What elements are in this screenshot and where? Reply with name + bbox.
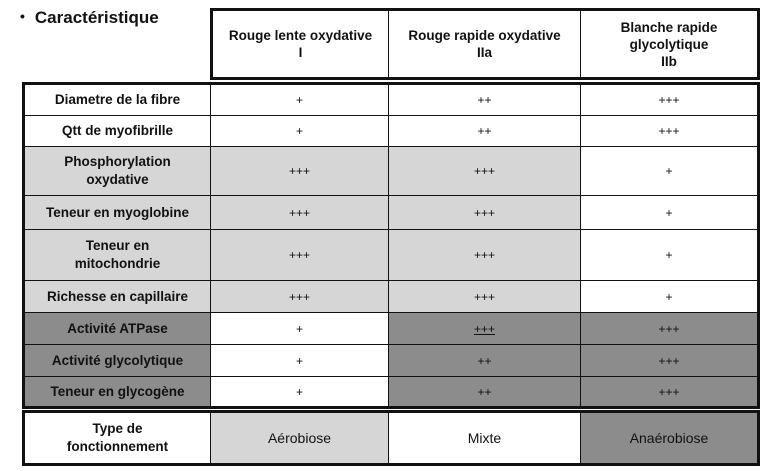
table-cell: +: [665, 164, 673, 178]
divider: [210, 82, 211, 409]
row-label: Teneur en mitochondrie: [25, 230, 210, 280]
table-cell: ++: [389, 345, 580, 376]
row-label: Teneur en myoglobine: [25, 196, 210, 229]
footer-cell: Aérobiose: [211, 413, 388, 463]
table-cell: ++: [477, 93, 492, 107]
divider: [25, 146, 757, 147]
table-cell: +++: [581, 345, 757, 376]
divider: [580, 82, 581, 409]
table-cell: +: [295, 353, 303, 368]
divider: [25, 376, 757, 377]
table-cell: +++: [658, 124, 680, 138]
divider: [210, 410, 211, 466]
row-label: Richesse en capillaire: [25, 281, 210, 312]
table-cell: +++: [658, 93, 680, 107]
table-cell: +: [665, 248, 673, 262]
table-cell: +: [295, 384, 303, 399]
table-cell: +: [665, 205, 673, 220]
column-header-2: Rouge rapide oxydative IIa: [408, 28, 561, 60]
divider: [25, 312, 757, 313]
table-cell: +++: [211, 196, 388, 229]
table-cell: +: [665, 289, 673, 304]
title-text: Caractéristique: [34, 8, 159, 27]
divider: [388, 410, 389, 466]
table-cell: +: [295, 93, 303, 107]
table-cell: +++: [211, 230, 388, 280]
divider: [388, 82, 389, 409]
table-cell: +++: [389, 147, 580, 195]
divider: [25, 115, 757, 116]
table-cell: +: [295, 321, 303, 336]
row-label: Activité glycolytique: [25, 345, 210, 376]
table-cell: +++: [581, 377, 757, 406]
row-label: Diametre de la fibre: [54, 92, 181, 107]
table-cell: +++: [389, 281, 580, 312]
table-cell: +: [295, 124, 303, 138]
table-cell: +++: [389, 230, 580, 280]
footer-cell: Anaérobiose: [581, 413, 757, 463]
row-label: Activité ATPase: [25, 313, 210, 344]
table-cell: +++: [211, 147, 388, 195]
divider: [580, 410, 581, 466]
divider: [25, 280, 757, 281]
table-cell: +++: [211, 281, 388, 312]
bullet: •: [20, 8, 25, 24]
row-label: Qtt de myofibrille: [61, 123, 173, 138]
table-cell: +++: [389, 196, 580, 229]
divider: [25, 195, 757, 196]
table-cell: ++: [477, 124, 492, 138]
footer-cell: Mixte: [467, 430, 502, 446]
column-header-3: Blanche rapide glycolytique IIb: [620, 19, 718, 69]
row-label: Phosphorylation oxydative: [25, 147, 210, 195]
page-title: [20, 8, 159, 28]
table-cell: +++: [389, 313, 580, 344]
column-header-1: Rouge lente oxydative I: [228, 28, 373, 60]
divider: [25, 344, 757, 345]
row-label: Teneur en glycogène: [25, 377, 210, 406]
table-cell: +++: [581, 313, 757, 344]
divider: [25, 229, 757, 230]
footer-label: Type de fonctionnement: [66, 421, 169, 454]
table-cell: ++: [389, 377, 580, 406]
